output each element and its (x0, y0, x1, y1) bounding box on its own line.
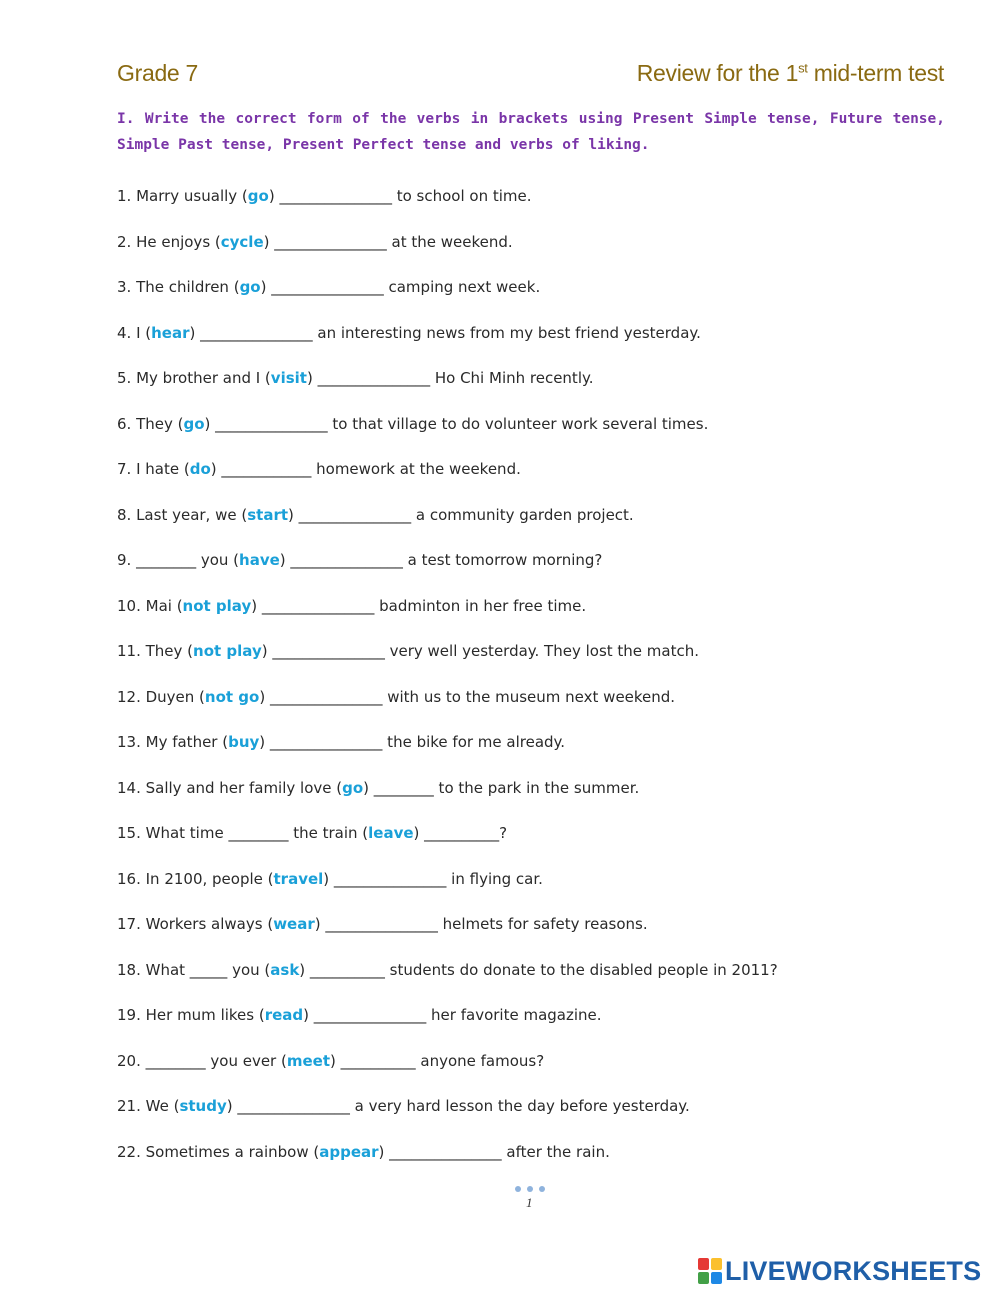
question-item (117, 776, 957, 822)
question-item (117, 1049, 957, 1095)
verb-prompt: go (247, 187, 269, 205)
page-number: 1 (526, 1195, 533, 1210)
question-text-after: ) _______________ her favorite magazine. (303, 1006, 602, 1024)
question-text-before: 1. Marry usually ( (117, 187, 248, 205)
question-item (117, 230, 957, 276)
verb-prompt: not play (193, 642, 262, 660)
verb-prompt: travel (273, 869, 324, 888)
question-text-before: 19. Her mum likes ( (117, 1006, 265, 1024)
verb-prompt: have (239, 551, 280, 569)
question-text-before: 21. We ( (117, 1097, 180, 1115)
brand-name: LIVEWORKSHEETS (725, 1255, 982, 1286)
logo-square (698, 1258, 709, 1270)
review-title-prefix: Review for the 1 (636, 60, 799, 86)
question-text-after: ) _______________ Ho Chi Minh recently. (306, 369, 594, 387)
question-item (117, 548, 957, 594)
question-item (117, 912, 957, 958)
question-item (117, 685, 957, 731)
verb-prompt: not play (182, 596, 252, 615)
question-item (117, 366, 957, 412)
verb-prompt: study (179, 1097, 227, 1115)
question-text-after: ) _______________ a very hard lesson the day before yesterday. (226, 1097, 690, 1115)
question-text-before: 5. My brother and I ( (117, 369, 271, 387)
verb-prompt: go (239, 278, 261, 296)
verb-prompt: visit (270, 369, 307, 387)
question-item (117, 1003, 957, 1049)
verb-prompt: wear (273, 915, 315, 933)
verb-prompt: ask (270, 960, 300, 979)
question-text-before: 6. They ( (117, 414, 184, 433)
question-text-after: ) _______________ camping next week. (260, 278, 541, 296)
question-text-after: ) ________ to the park in the summer. (363, 778, 640, 797)
verb-prompt: start (247, 505, 289, 524)
verb-prompt: buy (228, 733, 260, 751)
liveworksheets-brand (698, 1256, 981, 1286)
question-item (117, 412, 957, 458)
review-title-suffix: mid-term test (807, 60, 944, 86)
question-text-before: 7. I hate ( (117, 460, 190, 478)
question-text-after: ) __________ students do donate to the disabled people in 2011? (299, 960, 778, 979)
question-item (117, 639, 957, 685)
question-text-before: 9. ________ you ( (117, 551, 240, 569)
question-text-before: 3. The children ( (117, 278, 240, 296)
review-title (637, 60, 944, 87)
question-text-after: ) _______________ helmets for safety reasons. (314, 915, 648, 933)
question-text-after: ) __________? (413, 824, 508, 842)
question-text-before: 4. I ( (117, 323, 152, 342)
question-text-after: ) _______________ at the weekend. (263, 232, 513, 251)
question-text-after: ) ____________ homework at the weekend. (210, 460, 521, 478)
question-text-before: 13. My father ( (117, 733, 229, 751)
question-text-after: ) _______________ in flying car. (323, 869, 543, 888)
question-text-before: 10. Mai ( (117, 596, 183, 615)
verb-prompt: meet (286, 1051, 330, 1070)
question-text-before: 15. What time ________ the train ( (117, 824, 369, 842)
question-text-after: ) _______________ to school on time. (268, 187, 532, 205)
question-text-after: ) _______________ after the rain. (378, 1142, 610, 1161)
verb-prompt: read (264, 1006, 304, 1024)
question-text-after: ) __________ anyone famous? (330, 1051, 545, 1070)
question-text-after: ) _______________ a test tomorrow morning? (279, 551, 603, 569)
verb-prompt: appear (319, 1142, 379, 1161)
question-text-before: 14. Sally and her family love ( (117, 778, 343, 797)
question-text-before: 16. In 2100, people ( (117, 869, 274, 888)
question-text-after: ) _______________ the bike for me already. (259, 733, 566, 751)
review-title-superscript: st (798, 60, 808, 76)
question-text-before: 11. They ( (117, 642, 194, 660)
question-item (117, 184, 957, 230)
question-item (117, 867, 957, 913)
question-text-after: ) _______________ a community garden project. (288, 505, 634, 524)
question-item (117, 1140, 957, 1186)
verb-prompt: cycle (220, 232, 264, 251)
logo-square (711, 1258, 722, 1270)
question-text-before: 2. He enjoys ( (117, 232, 221, 251)
question-item (117, 1094, 957, 1140)
question-text-after: ) _______________ with us to the museum next weekend. (259, 687, 676, 706)
liveworksheets-logo-icon (698, 1258, 722, 1284)
question-text-before: 8. Last year, we ( (117, 505, 248, 524)
question-text-before: 22. Sometimes a rainbow ( (117, 1142, 320, 1161)
question-text-before: 12. Duyen ( (117, 687, 205, 706)
question-item (117, 821, 957, 867)
question-item (117, 594, 957, 640)
question-item (117, 275, 957, 321)
question-item (117, 321, 957, 367)
question-text-after: ) _______________ to that village to do volunteer work several times. (204, 414, 709, 433)
question-text-after: ) _______________ badminton in her free time. (251, 596, 587, 615)
verb-prompt: go (342, 778, 364, 797)
exercise-instructions: I. Write the correct form of the verbs in brackets using Present Simple tense, Future tense, Simple Past tense, Present Perfect tense and verbs of liking. (117, 111, 945, 153)
grade-title: Grade 7 (117, 60, 199, 86)
logo-square (711, 1272, 722, 1284)
question-list (117, 184, 957, 1185)
verb-prompt: leave (368, 824, 414, 842)
verb-prompt: go (183, 414, 205, 433)
question-text-before: 20. ________ you ever ( (117, 1051, 287, 1070)
logo-square (698, 1272, 709, 1284)
verb-prompt: not go (204, 687, 260, 706)
question-item (117, 457, 957, 503)
question-item (117, 503, 957, 549)
question-text-before: 17. Workers always ( (117, 915, 274, 933)
question-text-after: ) _______________ very well yesterday. They lost the match. (261, 642, 700, 660)
verb-prompt: hear (151, 323, 190, 342)
verb-prompt: do (189, 460, 211, 478)
question-item (117, 730, 957, 776)
question-text-before: 18. What _____ you ( (117, 960, 271, 979)
question-text-after: ) _______________ an interesting news from my best friend yesterday. (189, 323, 701, 342)
question-item (117, 958, 957, 1004)
